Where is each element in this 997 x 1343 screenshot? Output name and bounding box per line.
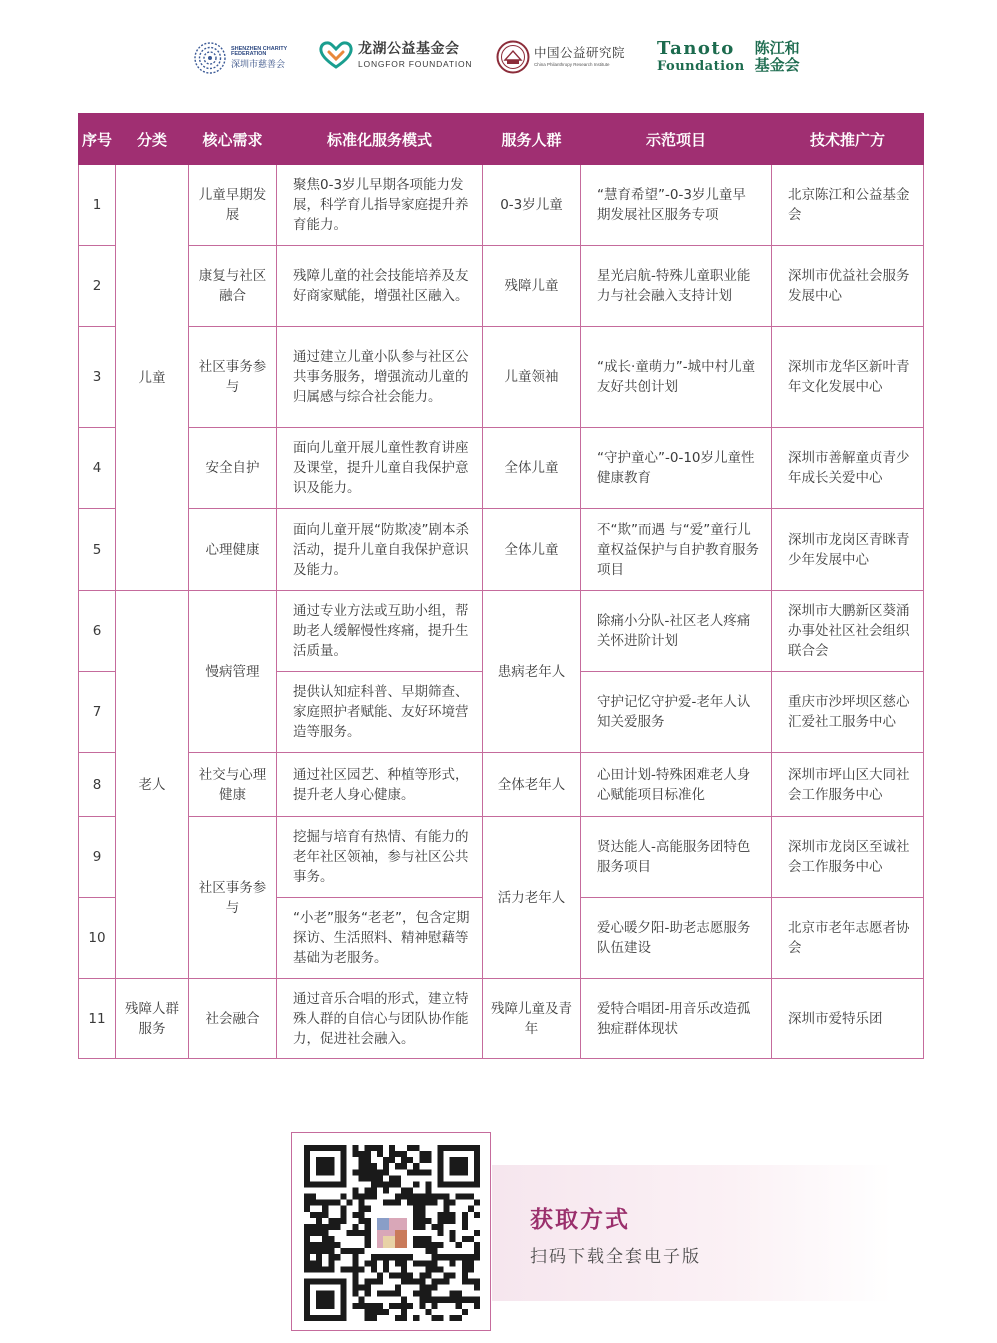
mode-cell: 聚焦0-3岁儿早期各项能力发展，科学育儿指导家庭提升养育能力。 bbox=[277, 165, 483, 246]
category-cell: 儿童 bbox=[116, 165, 189, 591]
project-cell: 除痛小分队-社区老人疼痛关怀进阶计划 bbox=[581, 591, 772, 672]
download-callout bbox=[492, 1165, 892, 1301]
promoter-cell: 北京陈江和公益基金会 bbox=[772, 165, 924, 246]
cpri-name-en: China Philanthropy Research Institute bbox=[534, 61, 610, 67]
mode-cell: 挖掘与培育有热情、有能力的老年社区领袖，参与社区公共事务。 bbox=[277, 817, 483, 898]
promoter-cell: 深圳市龙华区新叶青年文化发展中心 bbox=[772, 327, 924, 428]
category-cell: 老人 bbox=[116, 591, 189, 979]
project-cell: 守护记忆守护爱-老年人认知关爱服务 bbox=[581, 672, 772, 753]
table-row bbox=[79, 591, 924, 672]
mode-cell: 通过专业方法或互助小组，帮助老人缓解慢性疼痛，提升生活质量。 bbox=[277, 591, 483, 672]
promoter-cell: 深圳市龙岗区青眯青少年发展中心 bbox=[772, 509, 924, 591]
china-philanthropy-research-institute-logo bbox=[496, 40, 625, 74]
promoter-cell: 深圳市龙岗区至诚社会工作服务中心 bbox=[772, 817, 924, 898]
group-cell: 全体老年人 bbox=[483, 753, 581, 817]
group-cell: 残障儿童 bbox=[483, 246, 581, 327]
mode-cell: 面向儿童开展儿童性教育讲座及课堂，提升儿童自我保护意识及能力。 bbox=[277, 428, 483, 509]
header-project: 示范项目 bbox=[581, 114, 772, 165]
shenzhen-charity-federation-logo bbox=[193, 40, 297, 76]
project-cell: 爱心暖夕阳-助老志愿服务队伍建设 bbox=[581, 898, 772, 979]
table-row bbox=[79, 509, 924, 591]
row-no: 5 bbox=[79, 509, 116, 591]
header-need: 核心需求 bbox=[189, 114, 277, 165]
mode-cell: 通过音乐合唱的形式，建立特殊人群的自信心与团队协作能力，促进社会融入。 bbox=[277, 979, 483, 1059]
project-cell: 心田计划-特殊困难老人身心赋能项目标准化 bbox=[581, 753, 772, 817]
header-promoter: 技术推广方 bbox=[772, 114, 924, 165]
need-cell: 儿童早期发展 bbox=[189, 165, 277, 246]
promoter-cell: 北京市老年志愿者协会 bbox=[772, 898, 924, 979]
need-cell: 社会融合 bbox=[189, 979, 277, 1059]
mode-cell: 通过社区园艺、种植等形式，提升老人身心健康。 bbox=[277, 753, 483, 817]
project-cell: 贤达能人-高能服务团特色服务项目 bbox=[581, 817, 772, 898]
row-no: 3 bbox=[79, 327, 116, 428]
partner-logos bbox=[0, 0, 997, 100]
table-row bbox=[79, 246, 924, 327]
group-cell: 全体儿童 bbox=[483, 509, 581, 591]
table-row bbox=[79, 753, 924, 817]
need-cell: 慢病管理 bbox=[189, 591, 277, 753]
scf-name-cn: 深圳市慈善会 bbox=[231, 59, 286, 70]
need-cell: 康复与社区融合 bbox=[189, 246, 277, 327]
mode-cell: 提供认知症科普、早期筛查、家庭照护者赋能、友好环境营造等服务。 bbox=[277, 672, 483, 753]
project-cell: “成长·童萌力”-城中村儿童友好共创计划 bbox=[581, 327, 772, 428]
category-cell: 残障人群服务 bbox=[116, 979, 189, 1059]
table-row bbox=[79, 327, 924, 428]
tanoto-foundation-logo bbox=[657, 40, 805, 73]
project-cell: “守护童心”-0-10岁儿童性健康教育 bbox=[581, 428, 772, 509]
table-row bbox=[79, 817, 924, 898]
longfor-name-cn: 龙湖公益基金会 bbox=[358, 40, 460, 57]
need-cell: 社交与心理健康 bbox=[189, 753, 277, 817]
cpri-name-cn: 中国公益研究院 bbox=[534, 45, 626, 60]
group-cell: 残障儿童及青年 bbox=[483, 979, 581, 1059]
header-no: 序号 bbox=[79, 114, 116, 165]
need-cell: 社区事务参与 bbox=[189, 327, 277, 428]
promoter-cell: 深圳市大鹏新区葵涌办事处社区社会组织联合会 bbox=[772, 591, 924, 672]
longfor-name-en: LONGFOR FOUNDATION bbox=[358, 58, 473, 69]
row-no: 8 bbox=[79, 753, 116, 817]
cta-subtitle: 扫码下载全套电子版 bbox=[530, 1247, 701, 1267]
row-no: 11 bbox=[79, 979, 116, 1059]
table-row bbox=[79, 428, 924, 509]
promoter-cell: 深圳市坪山区大同社会工作服务中心 bbox=[772, 753, 924, 817]
longfor-heart-icon bbox=[318, 40, 354, 70]
mode-cell: 面向儿童开展“防欺凌”剧本杀活动，提升儿童自我保护意识及能力。 bbox=[277, 509, 483, 591]
scf-name-en: SHENZHEN CHARITY FEDERATION bbox=[231, 45, 288, 57]
promoter-cell: 深圳市优益社会服务发展中心 bbox=[772, 246, 924, 327]
row-no: 10 bbox=[79, 898, 116, 979]
promoter-cell: 深圳市善解童贞青少年成长关爱中心 bbox=[772, 428, 924, 509]
charity-ring-icon bbox=[193, 40, 227, 76]
service-model-table bbox=[78, 113, 923, 1059]
row-no: 6 bbox=[79, 591, 116, 672]
project-cell: 爱特合唱团-用音乐改造孤独症群体现状 bbox=[581, 979, 772, 1059]
tanoto-name-en: Tanoto bbox=[657, 38, 735, 59]
tanoto-foundation-en: Foundation bbox=[657, 59, 745, 74]
cpri-seal-icon bbox=[496, 40, 530, 74]
row-no: 9 bbox=[79, 817, 116, 898]
row-no: 7 bbox=[79, 672, 116, 753]
table-row bbox=[79, 165, 924, 246]
qr-code-frame[interactable] bbox=[291, 1132, 491, 1331]
header-category: 分类 bbox=[116, 114, 189, 165]
row-no: 4 bbox=[79, 428, 116, 509]
cta-title: 获取方式 bbox=[530, 1207, 630, 1233]
table-row bbox=[79, 979, 924, 1059]
header-mode: 标准化服务模式 bbox=[277, 114, 483, 165]
header-group: 服务人群 bbox=[483, 114, 581, 165]
qr-code-icon[interactable] bbox=[304, 1145, 480, 1321]
row-no: 1 bbox=[79, 165, 116, 246]
group-cell: 患病老年人 bbox=[483, 591, 581, 753]
group-cell: 活力老年人 bbox=[483, 817, 581, 979]
need-cell: 社区事务参与 bbox=[189, 817, 277, 979]
table-header-row bbox=[79, 114, 924, 165]
row-no: 2 bbox=[79, 246, 116, 327]
promoter-cell: 深圳市爱特乐团 bbox=[772, 979, 924, 1059]
tanoto-name-cn: 陈江和基金会 bbox=[754, 39, 800, 74]
project-cell: “慧育希望”-0-3岁儿童早期发展社区服务专项 bbox=[581, 165, 772, 246]
need-cell: 心理健康 bbox=[189, 509, 277, 591]
group-cell: 儿童领袖 bbox=[483, 327, 581, 428]
project-cell: 星光启航-特殊儿童职业能力与社会融入支持计划 bbox=[581, 246, 772, 327]
longfor-foundation-logo bbox=[318, 40, 472, 70]
promoter-cell: 重庆市沙坪坝区慈心汇爱社工服务中心 bbox=[772, 672, 924, 753]
need-cell: 安全自护 bbox=[189, 428, 277, 509]
group-cell: 0-3岁儿童 bbox=[483, 165, 581, 246]
mode-cell: 通过建立儿童小队参与社区公共事务服务，增强流动儿童的归属感与综合社会能力。 bbox=[277, 327, 483, 428]
project-cell: 不“欺”而遇 与“爱”童行儿童权益保护与自护教育服务项目 bbox=[581, 509, 772, 591]
mode-cell: “小老”服务“老老”，包含定期探访、生活照料、精神慰藉等基础为老服务。 bbox=[277, 898, 483, 979]
group-cell: 全体儿童 bbox=[483, 428, 581, 509]
mode-cell: 残障儿童的社会技能培养及友好商家赋能，增强社区融入。 bbox=[277, 246, 483, 327]
